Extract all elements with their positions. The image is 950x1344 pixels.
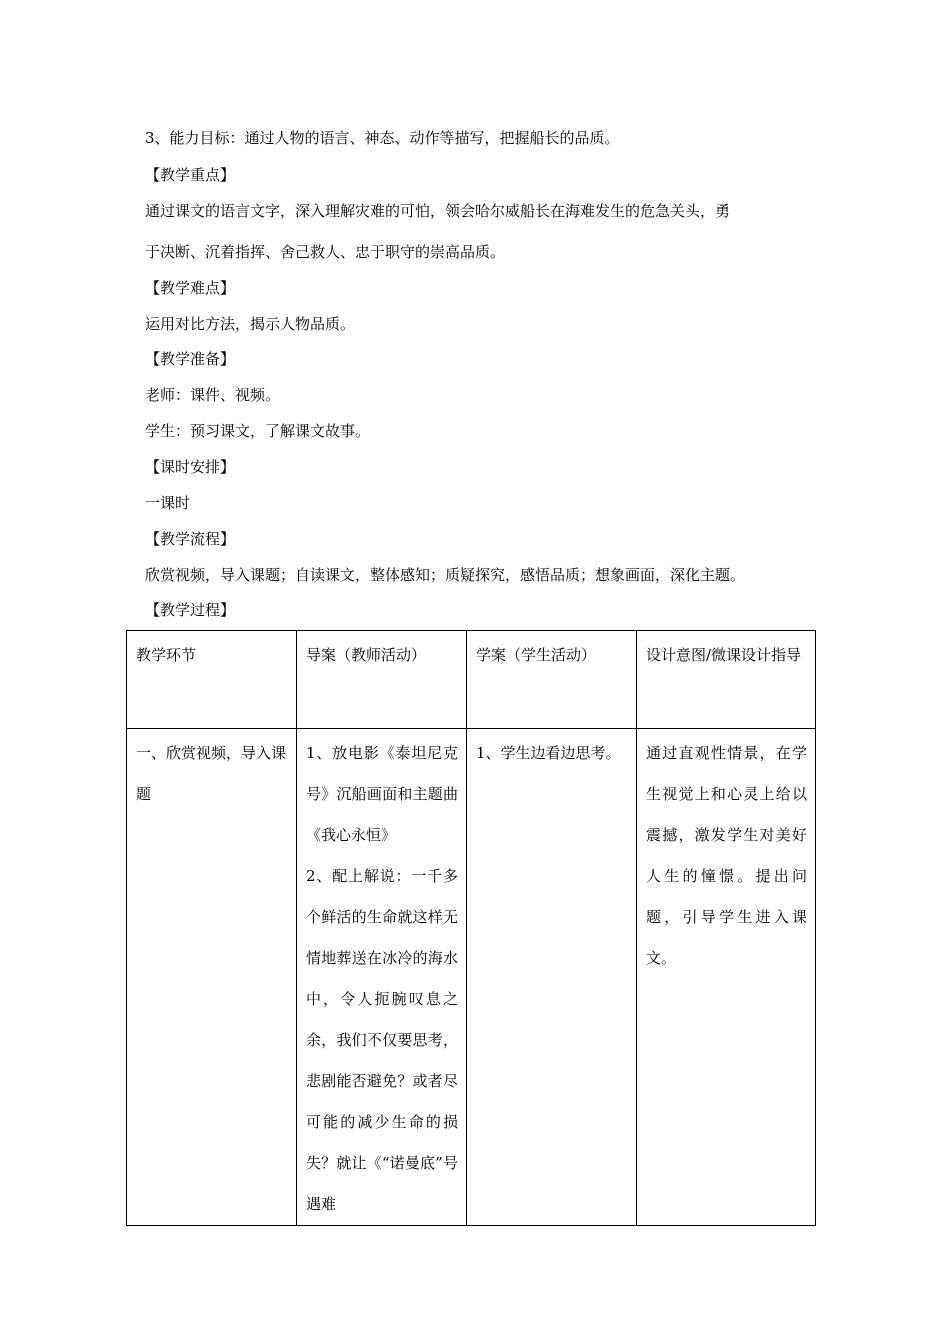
cell-student-activity: 1、学生边看边思考。: [467, 729, 637, 1226]
flow: 欣赏视频，导入课题；自读课文，整体感知；质疑探究，感悟品质；想象画面，深化主题。: [145, 566, 746, 584]
teacher-activity-1: 1、放电影《泰坦尼克号》沉船画面和主题曲《我心永恒》: [306, 744, 458, 844]
key-points-line-2: 于决断、沉着指挥、舍己救人、忠于职守的崇高品质。: [145, 243, 506, 261]
heading-schedule: 【课时安排】: [145, 458, 236, 476]
preparation-teacher: 老师：课件、视频。: [145, 386, 281, 404]
preparation-student: 学生：预习课文，了解课文故事。: [145, 422, 371, 440]
heading-difficult-points: 【教学难点】: [145, 279, 236, 297]
schedule: 一课时: [145, 494, 191, 512]
header-stage: 教学环节: [127, 631, 297, 729]
teacher-activity-2: 2、配上解说：一千多个鲜活的生命就这样无情地葬送在冰冷的海水中，令人扼腕叹息之余，我们不仅要思考，悲剧能否避免？或者尽可能的减少生命的损失？就让《“诺曼底”号遇难: [306, 867, 458, 1213]
heading-preparation: 【教学准备】: [145, 350, 236, 368]
heading-flow: 【教学流程】: [145, 530, 236, 548]
header-student-activity: 学案（学生活动）: [467, 631, 637, 729]
heading-process: 【教学过程】: [145, 601, 236, 619]
heading-key-points: 【教学重点】: [145, 166, 236, 184]
header-design-intent: 设计意图/微课设计指导: [637, 631, 816, 729]
cell-stage: 一、欣赏视频，导入课题: [127, 729, 297, 1226]
difficult-points: 运用对比方法，揭示人物品质。: [145, 315, 356, 333]
header-teacher-activity: 导案（教师活动）: [297, 631, 467, 729]
teaching-process-table: [126, 630, 816, 1226]
key-points-line-1: 通过课文的语言文字，深入理解灾难的可怕，领会哈尔威船长在海难发生的危急关头，勇: [145, 202, 731, 220]
goal-3: 3、能力目标：通过人物的语言、神态、动作等描写，把握船长的品质。: [145, 129, 620, 147]
cell-design-intent: 通过直观性情景，在学生视觉上和心灵上给以震撼，激发学生对美好人生的憧憬。提出问题，引导学生进入课文。: [637, 729, 816, 1226]
table-header-row: [127, 631, 816, 729]
table-row: [127, 729, 816, 1226]
cell-teacher-activity: [297, 729, 467, 1226]
